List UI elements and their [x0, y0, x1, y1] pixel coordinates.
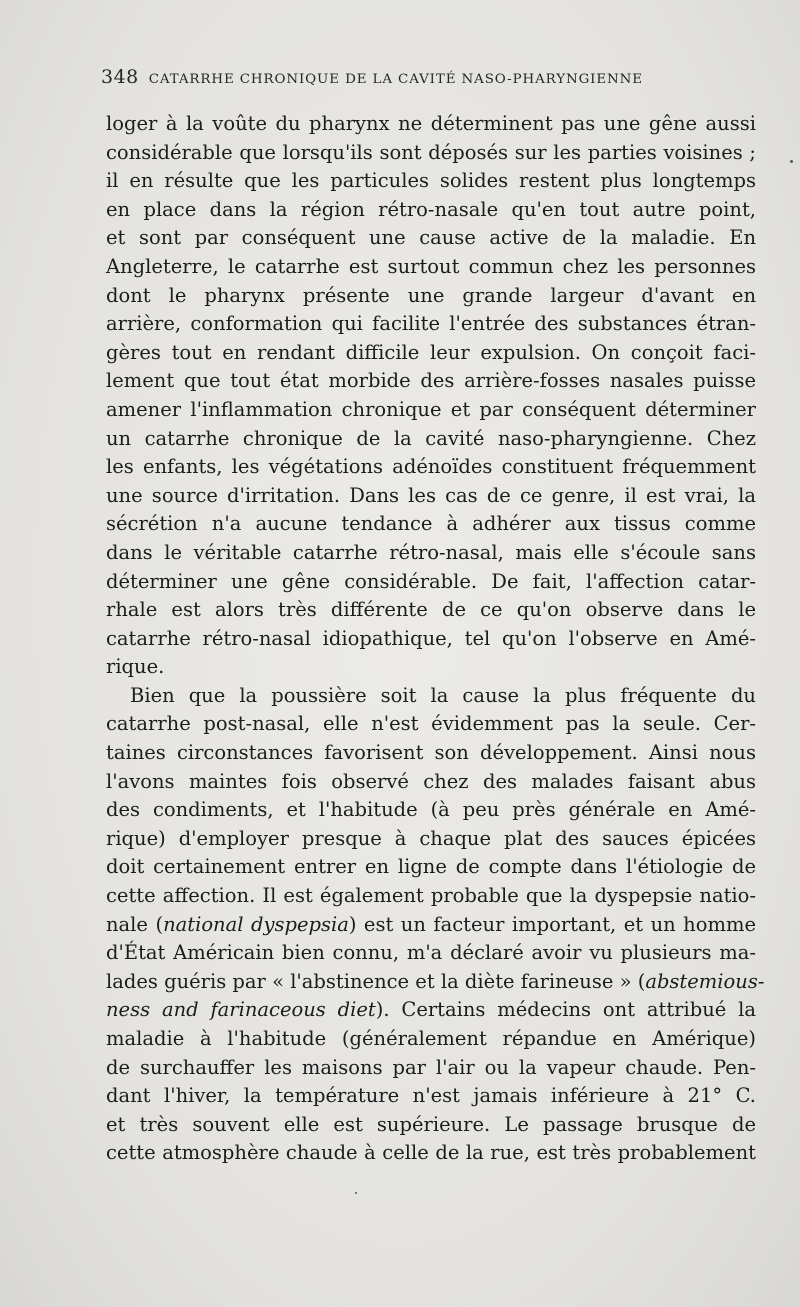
print-speck: [355, 1192, 357, 1194]
text-line: maladie à l'habitude (généralement répandue en Amérique): [106, 1027, 756, 1050]
running-header: [101, 66, 753, 88]
text-line: déterminer une gêne considérable. De fait, l'affection catar-: [106, 569, 756, 593]
text-line: catarrhe post-nasal, elle n'est évidemment pas la seule. Cer-: [106, 712, 756, 736]
paragraph-start-line: Bien que la poussière soit la cause la plus fréquente du: [130, 683, 756, 707]
text-segment: ). Certains médecins ont attribué la: [375, 998, 757, 1022]
text-line: catarrhe rétro-nasal idiopathique, tel qu'on l'observe en Amé-: [106, 626, 756, 650]
body-text: [106, 110, 765, 1168]
text-line: de surchauffer les maisons par l'air ou la vapeur chaude. Pen-: [106, 1055, 756, 1079]
text-line-with-italic: [106, 911, 756, 940]
text-line: cette affection. Il est également probable que la dyspepsie natio-: [106, 884, 756, 908]
text-line: arrière, conformation qui facilite l'entrée des substances étran-: [106, 312, 756, 336]
text-line: l'avons maintes fois observé chez des malades faisant abus: [106, 769, 756, 793]
text-segment: ) est un facteur important, et un homme: [348, 912, 756, 936]
page-number: 348: [101, 66, 139, 88]
text-line: dont le pharynx présente une grande largeur d'avant en: [106, 283, 756, 307]
text-line: rique.: [106, 655, 165, 679]
italic-term: national dyspepsia: [163, 912, 349, 936]
text-line: doit certainement entrer en ligne de compte dans l'étiologie de: [106, 855, 756, 879]
text-line: Angleterre, le catarrhe est surtout commun chez les personnes: [106, 254, 756, 278]
text-line: rhale est alors très différente de ce qu'on observe dans le: [106, 598, 756, 622]
text-line: une source d'irritation. Dans les cas de ce genre, il est vrai, la: [106, 483, 756, 507]
text-line: en place dans la région rétro-nasale qu'en tout autre point,: [106, 197, 756, 221]
text-line: sécrétion n'a aucune tendance à adhérer aux tissus comme: [106, 512, 756, 536]
italic-term: ness and farinaceous diet: [106, 998, 376, 1022]
text-line: rique) d'employer presque à chaque plat des sauces épicées: [106, 826, 756, 850]
text-line: d'État Américain bien connu, m'a déclaré avoir vu plusieurs ma-: [106, 941, 756, 965]
text-line: considérable que lorsqu'ils sont déposés sur les parties voisines ;: [106, 140, 756, 164]
text-line: lement que tout état morbide des arrière-fosses nasales puisse: [106, 369, 756, 393]
italic-term: abstemious-: [645, 969, 765, 993]
text-segment: lades guéris par « l'abstinence et la diète farineuse » (: [106, 969, 646, 993]
text-line-with-italic: [106, 996, 756, 1025]
text-line: dans le véritable catarrhe rétro-nasal, mais elle s'écoule sans: [106, 540, 756, 564]
text-segment: nale (: [106, 912, 164, 936]
text-line: gères tout en rendant difficile leur expulsion. On conçoit faci-: [106, 340, 756, 364]
text-line: cette atmosphère chaude à celle de la rue, est très probablement: [106, 1141, 756, 1165]
text-line: les enfants, les végétations adénoïdes constituent fréquemment: [106, 455, 756, 479]
text-line: il en résulte que les particules solides restent plus longtemps: [106, 169, 756, 193]
text-line-with-italic: [106, 968, 765, 997]
text-line: des condiments, et l'habitude (à peu près générale en Amé-: [106, 798, 756, 822]
print-speck: [790, 160, 793, 163]
text-line: et très souvent elle est supérieure. Le passage brusque de: [106, 1112, 756, 1136]
running-title: CATARRHE CHRONIQUE DE LA CAVITÉ NASO-PHARYNGIENNE: [148, 72, 643, 87]
text-line: taines circonstances favorisent son développement. Ainsi nous: [106, 741, 756, 765]
text-line: loger à la voûte du pharynx ne déterminent pas une gêne aussi: [106, 112, 756, 135]
text-line: et sont par conséquent une cause active de la maladie. En: [106, 226, 756, 250]
text-line: dant l'hiver, la température n'est jamais inférieure à 21° C.: [106, 1084, 756, 1108]
text-line: un catarrhe chronique de la cavité naso-pharyngienne. Chez: [106, 426, 756, 450]
text-line: amener l'inflammation chronique et par conséquent déterminer: [106, 397, 756, 421]
